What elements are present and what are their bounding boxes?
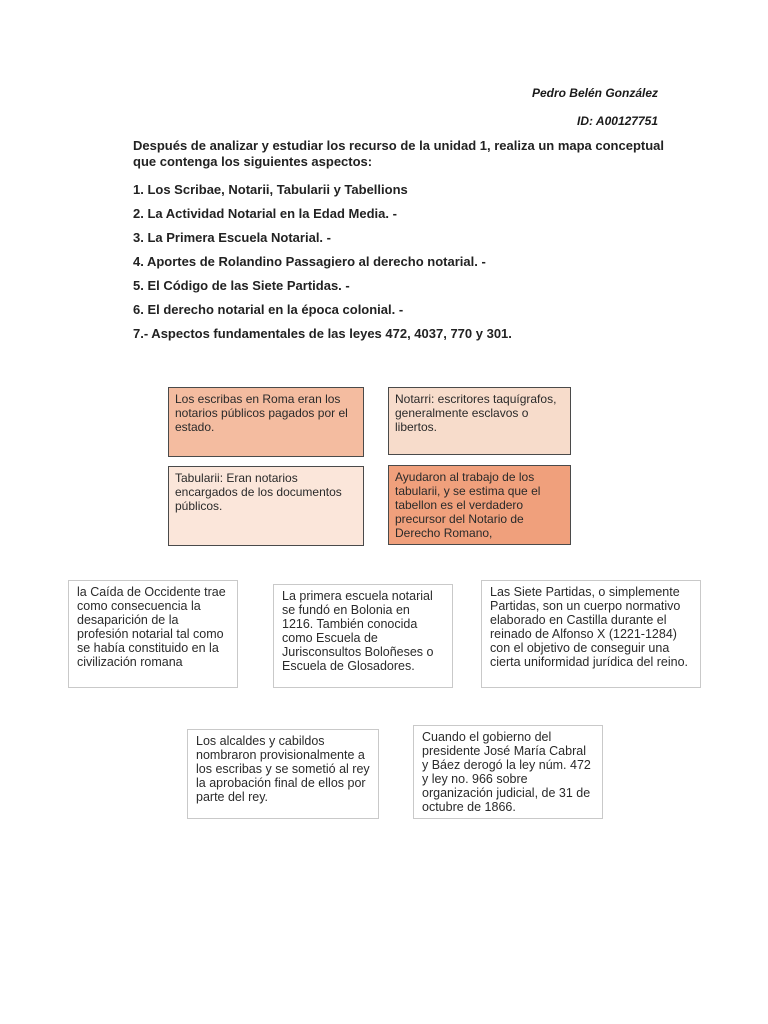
- list-item: 1. Los Scribae, Notarii, Tabularii y Tabellions: [133, 182, 408, 197]
- list-item: 7.- Aspectos fundamentales de las leyes 472, 4037, 770 y 301.: [133, 326, 512, 341]
- concept-box-alcaldes-cabildos: Los alcaldes y cabildos nombraron provisionalmente a los escribas y se sometió al rey la aprobación final de ellos por parte del rey.: [187, 729, 379, 819]
- instructions-block: [133, 138, 673, 350]
- author-name: Pedro Belén González: [531, 86, 658, 100]
- list-item: 5. El Código de las Siete Partidas. -: [133, 278, 350, 293]
- list-item: 4. Aportes de Rolandino Passagiero al derecho notarial. -: [133, 254, 486, 269]
- concept-box-scribae: Los escribas en Roma eran los notarios públicos pagados por el estado.: [168, 387, 364, 457]
- concept-box-tabellion: Ayudaron al trabajo de los tabularii, y se estima que el tabellon es el verdadero precursor del Notario de Derecho Romano,: [388, 465, 571, 545]
- list-item: 2. La Actividad Notarial en la Edad Media. -: [133, 206, 397, 221]
- list-item: 3. La Primera Escuela Notarial. -: [133, 230, 331, 245]
- concept-box-primera-escuela: La primera escuela notarial se fundó en Bolonia en 1216. También conocida como Escuela de Jurisconsultos Boloñeses o Escuela de Glosadores.: [273, 584, 453, 688]
- instructions-intro: Después de analizar y estudiar los recurso de la unidad 1, realiza un mapa conceptual que contenga los siguientes aspectos:: [133, 138, 665, 169]
- concept-box-siete-partidas: Las Siete Partidas, o simplemente Partidas, son un cuerpo normativo elaborado en Castilla durante el reinado de Alfonso X (1221-1284) con el objetivo de conseguir una cierta uniformidad jurídica del reino.: [481, 580, 701, 688]
- concept-box-notarri: Notarri: escritores taquígrafos, generalmente esclavos o libertos.: [388, 387, 571, 455]
- student-id: ID: A00127751: [577, 114, 658, 128]
- list-item: 6. El derecho notarial en la época colonial. -: [133, 302, 404, 317]
- concept-box-caida-occidente: la Caída de Occidente trae como consecuencia la desaparición de la profesión notarial tal como se había constituido en la civilización romana: [68, 580, 238, 688]
- aspects-list: [133, 182, 673, 342]
- concept-box-tabularii: Tabularii: Eran notarios encargados de los documentos públicos.: [168, 466, 364, 546]
- concept-box-cabral-baez: Cuando el gobierno del presidente José María Cabral y Báez derogó la ley núm. 472 y ley no. 966 sobre organización judicial, de 31 de octubre de 1866.: [413, 725, 603, 819]
